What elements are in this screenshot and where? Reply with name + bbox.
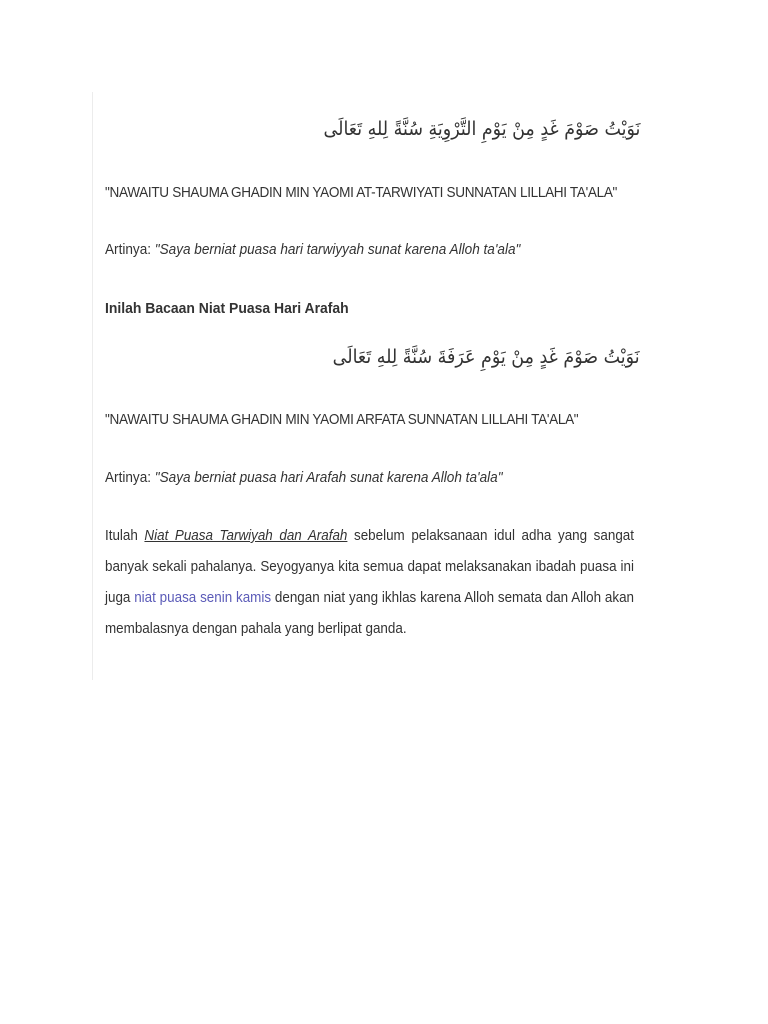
meaning-label: Artinya: (105, 470, 155, 486)
meaning-label: Artinya: (105, 242, 155, 258)
meaning-tarwiyah (105, 242, 520, 258)
link-niat-tarwiyah-arafah[interactable]: Niat Puasa Tarwiyah dan Arafah (144, 528, 348, 544)
meaning-text: "Saya berniat puasa hari Arafah sunat karena Alloh ta'ala" (154, 470, 503, 486)
meaning-arafah (105, 470, 503, 486)
arabic-niat-tarwiyah: نَوَيْتُ صَوْمَ غَدٍ مِنْ يَوْمِ التَّرْوِيَةِ سُنَّةً لِلهِ تَعَالَى (323, 118, 640, 140)
arabic-niat-arafah: نَوَيْتُ صَوْمَ غَدٍ مِنْ يَوْمِ عَرَفَةَ سُنَّةً لِلهِ تَعَالَى (333, 346, 640, 368)
closing-paragraph (105, 521, 634, 645)
link-niat-puasa-senin-kamis[interactable]: niat puasa senin kamis (134, 590, 272, 606)
transliteration-arafah: "NAWAITU SHAUMA GHADIN MIN YAOMI ARFATA SUNNATAN LILLAHI TA'ALA" (105, 412, 579, 428)
closing-text-2: sebelum pelaksanaan idul adha yang sangat banyak sekali pahalanya. Seyogyanya kita semua dapat melaksanakan ibadah puasa ini juga (105, 528, 634, 606)
section-heading-arafah: Inilah Bacaan Niat Puasa Hari Arafah (105, 300, 349, 317)
transliteration-tarwiyah: "NAWAITU SHAUMA GHADIN MIN YAOMI AT-TARWIYATI SUNNATAN LILLAHI TA'ALA" (105, 185, 618, 201)
closing-text-3: dengan niat yang ikhlas karena Alloh semata dan Alloh akan membalasnya dengan pahala yang berlipat ganda. (105, 590, 635, 637)
closing-text-1: Itulah (105, 528, 145, 544)
meaning-text: "Saya berniat puasa hari tarwiyyah sunat karena Alloh ta'ala" (154, 242, 521, 258)
